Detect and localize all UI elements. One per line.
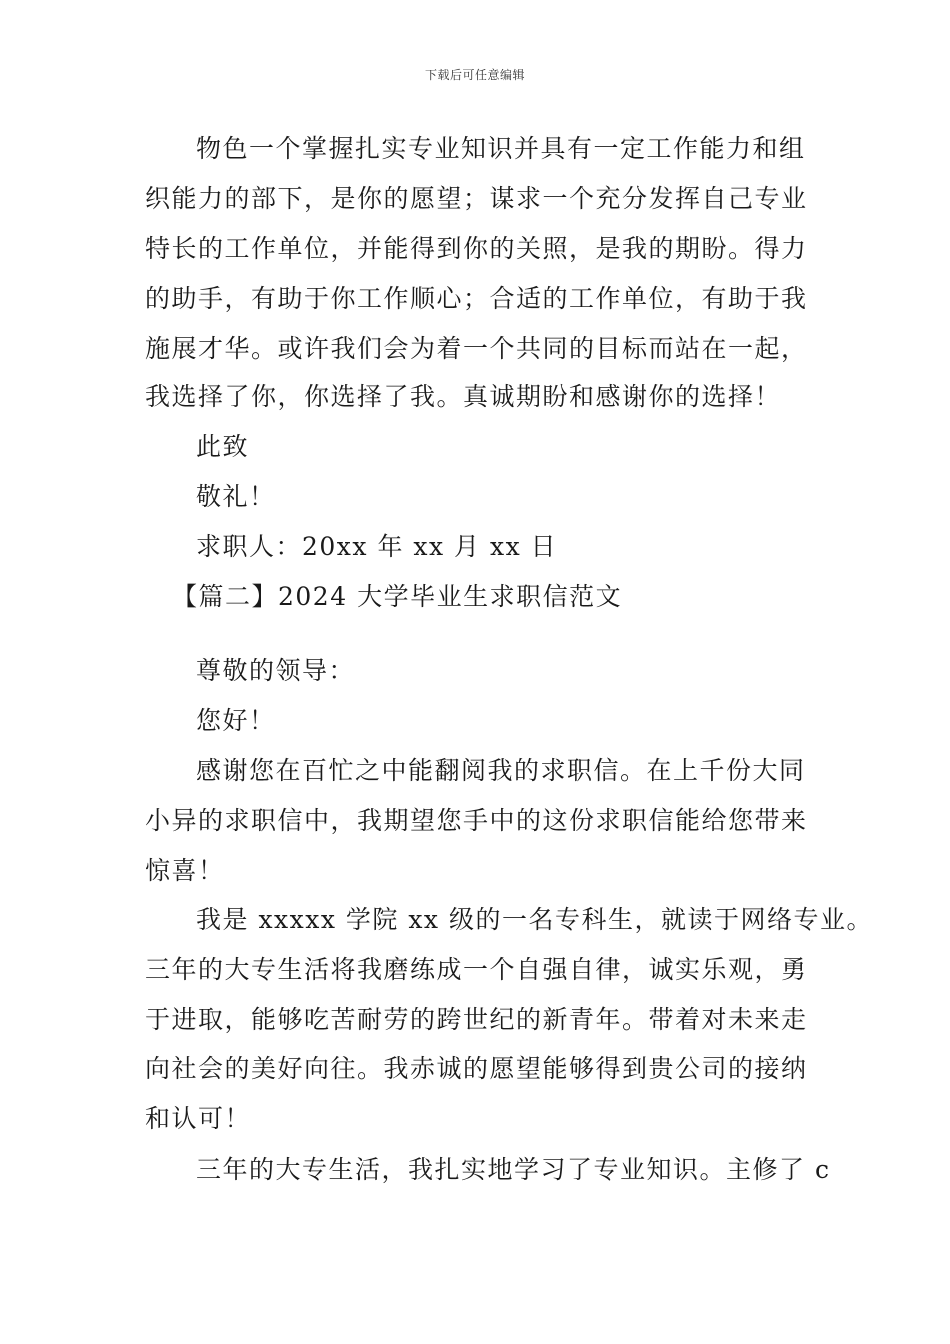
- body-line: 和认可！: [145, 1104, 252, 1133]
- section-title: 【篇二】2024 大学毕业生求职信范文: [172, 582, 623, 611]
- body-line: 惊喜！: [145, 856, 225, 885]
- body-line: 于进取，能够吃苦耐劳的跨世纪的新青年。带着对未来走: [145, 1005, 808, 1034]
- closing-regards: 敬礼！: [196, 482, 276, 511]
- body-line: 三年的大专生活将我磨练成一个自强自律，诚实乐观，勇: [145, 955, 808, 984]
- body-line: 特长的工作单位，并能得到你的关照，是我的期盼。得力: [145, 234, 808, 263]
- body-line: 施展才华。或许我们会为着一个共同的目标而站在一起，: [145, 334, 808, 363]
- body-line: 三年的大专生活，我扎实地学习了专业知识。主修了 c: [196, 1155, 831, 1184]
- closing-salutation: 此致: [196, 432, 250, 461]
- body-line: 感谢您在百忙之中能翻阅我的求职信。在上千份大同: [196, 756, 806, 785]
- body-line: 我是 xxxxx 学院 xx 级的一名专科生，就读于网络专业。: [196, 905, 873, 934]
- body-line: 向社会的美好向往。我赤诚的愿望能够得到贵公司的接纳: [145, 1054, 808, 1083]
- body-line: 的助手，有助于你工作顺心；合适的工作单位，有助于我: [145, 284, 808, 313]
- greeting: 尊敬的领导：: [196, 656, 356, 685]
- body-line: 小异的求职信中，我期望您手中的这份求职信能给您带来: [145, 806, 808, 835]
- body-line: 织能力的部下，是你的愿望；谋求一个充分发挥自己专业: [145, 184, 808, 213]
- body-line: 我选择了你，你选择了我。真诚期盼和感谢你的选择！: [145, 382, 782, 411]
- greeting-hello: 您好！: [196, 706, 276, 735]
- signature-line: 求职人：20xx 年 xx 月 xx 日: [196, 532, 558, 561]
- header-note: 下载后可任意编辑: [424, 68, 525, 82]
- body-line: 物色一个掌握扎实专业知识并具有一定工作能力和组: [196, 134, 806, 163]
